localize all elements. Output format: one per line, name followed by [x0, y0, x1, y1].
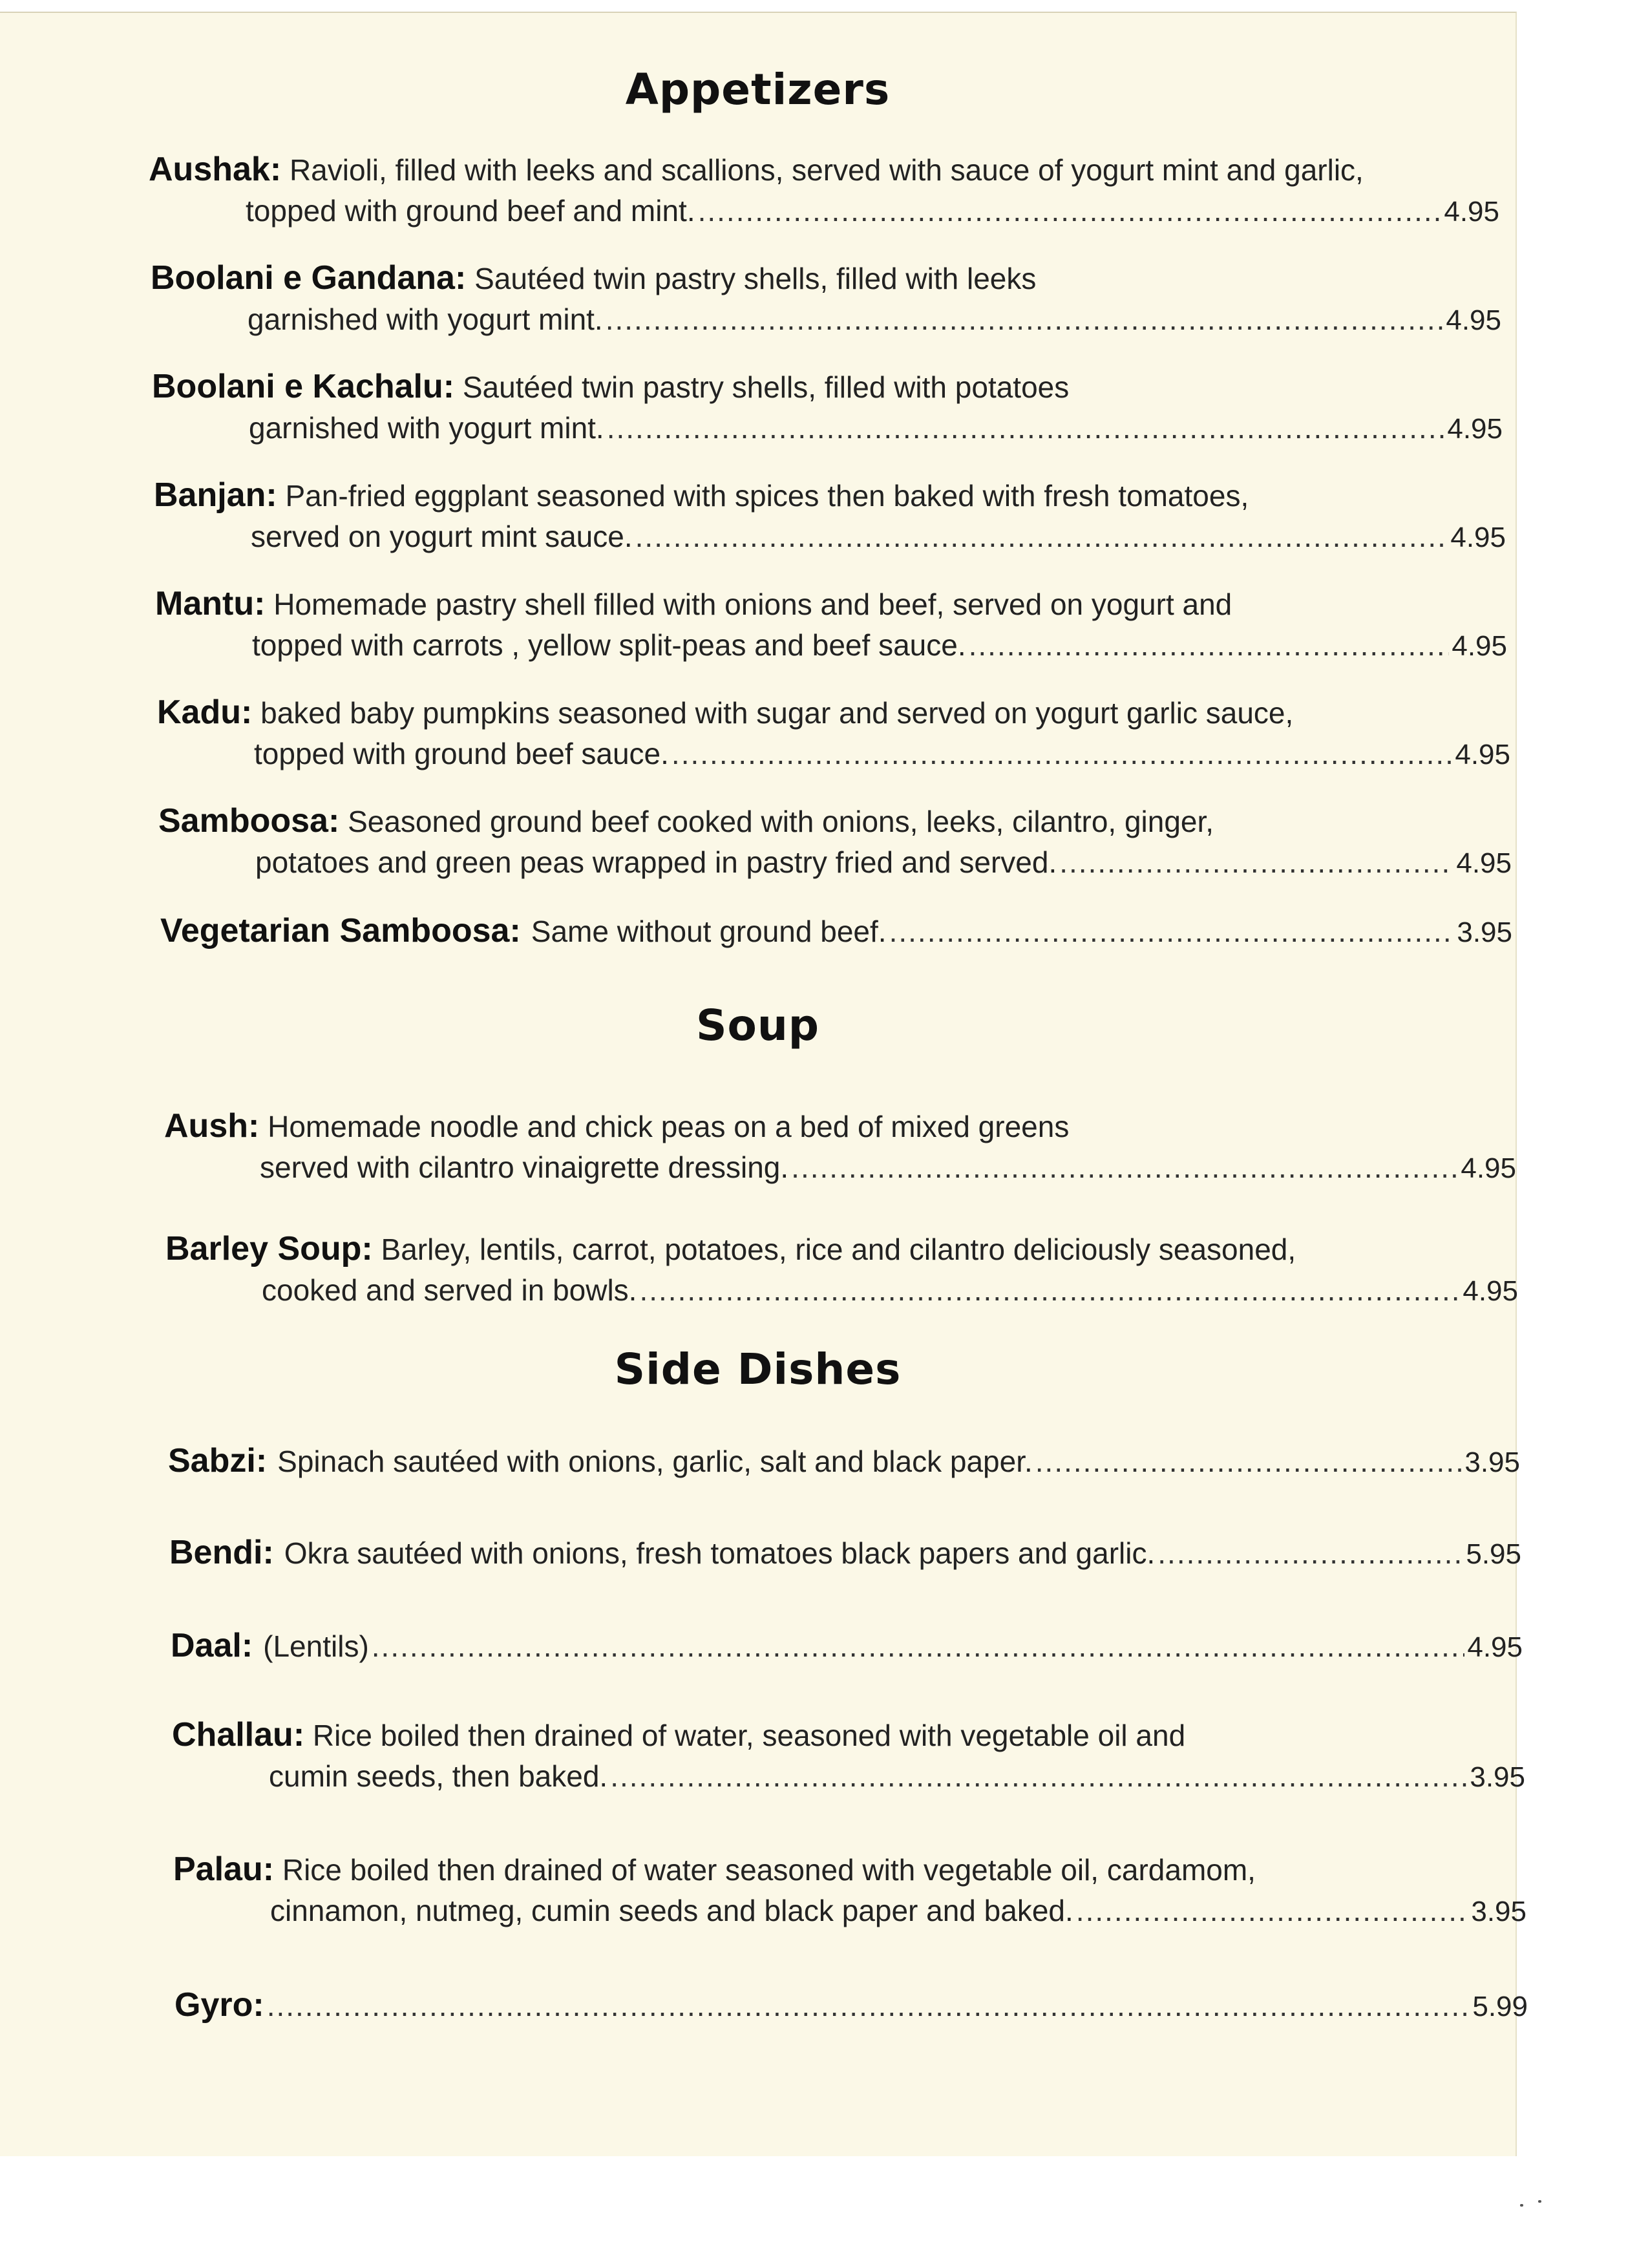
item-description: Homemade pastry shell filled with onions and beef, served on yogurt and: [273, 588, 1232, 621]
item-description: Pan-fried eggplant seasoned with spices then baked with fresh tomatoes,: [285, 479, 1249, 513]
menu-item: [0, 474, 1516, 553]
item-description: cumin seeds, then baked.: [269, 1759, 608, 1793]
item-description: Sautéed twin pastry shells, filled with potatoes: [462, 370, 1070, 404]
item-price: 4.95: [1446, 304, 1501, 336]
item-name: Barley Soup:: [165, 1230, 373, 1267]
item-description: Ravioli, filled with leeks and scallions, served with sauce of yogurt mint and garlic,: [289, 153, 1364, 187]
item-name: Aushak:: [149, 151, 282, 188]
item-price: 3.95: [1457, 917, 1512, 948]
dot-leader: [372, 1626, 1465, 1667]
dot-leader: [267, 1985, 1470, 2026]
menu-item: [0, 692, 1516, 770]
dot-leader: [671, 733, 1452, 774]
item-description: garnished with yogurt mint.: [249, 411, 604, 445]
item-description: Sautéed twin pastry shells, filled with leeks: [474, 262, 1037, 295]
item-description: cooked and served in bowls.: [262, 1273, 637, 1307]
dot-leader: [889, 911, 1455, 952]
scan-specks: [1520, 2204, 1546, 2210]
item-name: Bendi:: [169, 1534, 274, 1571]
item-description: Okra sautéed with onions, fresh tomatoes black papers and garlic.: [284, 1536, 1156, 1570]
item-description: Rice boiled then drained of water, seasoned with vegetable oil and: [312, 1719, 1186, 1752]
section-title-side-dishes: Side Dishes: [614, 1344, 902, 1394]
item-description: (Lentils): [263, 1629, 369, 1663]
item-price: 3.95: [1471, 1896, 1527, 1927]
item-name: Aush:: [164, 1107, 260, 1145]
item-description: Homemade noodle and chick peas on a bed of mixed greens: [268, 1110, 1070, 1143]
item-description: Barley, lentils, carrot, potatoes, rice and cilantro deliciously seasoned,: [381, 1233, 1296, 1266]
dot-leader: [698, 190, 1442, 231]
item-price: 4.95: [1444, 196, 1499, 228]
menu-page: [0, 12, 1528, 2156]
dot-leader: [607, 407, 1445, 449]
item-description: served on yogurt mint sauce.: [251, 520, 633, 553]
item-name: Boolani e Gandana:: [151, 259, 467, 297]
item-name: Palau:: [173, 1850, 275, 1888]
menu-item: [0, 1714, 1525, 1793]
item-price: 3.95: [1470, 1761, 1525, 1793]
menu-item: [0, 149, 1516, 228]
item-price: 4.95: [1455, 739, 1510, 770]
item-description: topped with carrots , yellow split-peas and beef sauce.: [252, 628, 966, 662]
menu-item: [0, 1849, 1527, 1927]
item-price: 4.95: [1450, 522, 1506, 553]
item-description: Seasoned ground beef cooked with onions, leeks, cilantro, ginger,: [348, 805, 1214, 838]
section-title-soup: Soup: [695, 1001, 820, 1050]
menu-item: [0, 800, 1516, 879]
item-description: topped with ground beef sauce.: [254, 737, 669, 770]
menu-item: [0, 1105, 1516, 1184]
item-name: Vegetarian Samboosa:: [160, 912, 521, 949]
item-price: 4.95: [1463, 1275, 1518, 1307]
item-price: 4.95: [1467, 1631, 1523, 1663]
item-description: cinnamon, nutmeg, cumin seeds and black paper and baked.: [270, 1894, 1073, 1927]
dot-leader: [969, 624, 1450, 666]
item-name: Challau:: [172, 1716, 305, 1754]
item-price: 5.99: [1472, 1991, 1528, 2022]
item-name: Daal:: [171, 1627, 253, 1664]
item-description: potatoes and green peas wrapped in pastry fried and served.: [255, 845, 1057, 879]
item-description: served with cilantro vinaigrette dressing.: [260, 1150, 789, 1184]
item-name: Banjan:: [154, 476, 277, 514]
item-price: 4.95: [1452, 630, 1507, 662]
dot-leader: [639, 1269, 1460, 1311]
dot-leader: [610, 1755, 1467, 1797]
item-name: Sabzi:: [168, 1442, 268, 1479]
item-price: 4.95: [1447, 413, 1503, 445]
item-description: garnished with yogurt mint.: [248, 302, 603, 336]
item-name: Kadu:: [157, 694, 253, 731]
item-description: Spinach sautéed with onions, garlic, salt and black paper.: [277, 1445, 1033, 1478]
item-description: Rice boiled then drained of water seasoned with vegetable oil, cardamom,: [282, 1853, 1256, 1887]
dot-leader: [606, 299, 1444, 340]
menu-item: [0, 583, 1516, 662]
item-description: Same without ground beef.: [531, 915, 887, 948]
menu-item: [0, 1228, 1518, 1307]
item-description: baked baby pumpkins seasoned with sugar and served on yogurt garlic sauce,: [260, 696, 1294, 730]
item-description: topped with ground beef and mint.: [246, 194, 695, 228]
dot-leader: [1157, 1532, 1463, 1574]
item-price: 4.95: [1456, 847, 1512, 879]
menu-item: [0, 366, 1516, 445]
item-price: 3.95: [1464, 1447, 1520, 1478]
item-name: Gyro:: [174, 1986, 264, 2024]
item-price: 4.95: [1461, 1152, 1516, 1184]
dot-leader: [1059, 842, 1453, 883]
dot-leader: [1035, 1441, 1463, 1482]
item-price: 5.95: [1466, 1538, 1521, 1570]
dot-leader: [1076, 1890, 1469, 1931]
section-title-appetizers: Appetizers: [625, 65, 891, 114]
item-name: Mantu:: [155, 585, 266, 622]
dot-leader: [791, 1147, 1458, 1188]
menu-item: [0, 257, 1516, 336]
dot-leader: [635, 516, 1448, 557]
item-name: Boolani e Kachalu:: [152, 368, 455, 405]
item-name: Samboosa:: [158, 802, 340, 840]
